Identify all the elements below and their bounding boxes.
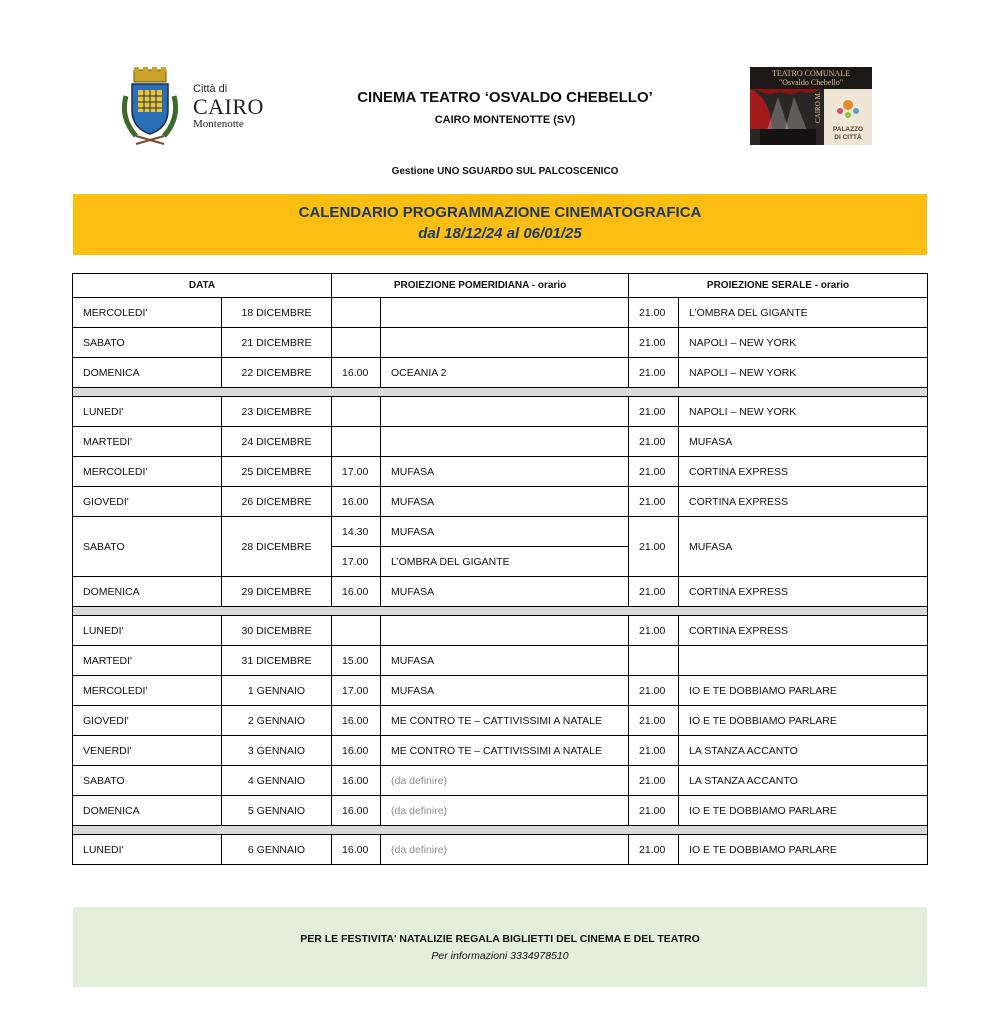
cell-afternoon-title xyxy=(381,328,629,358)
cell-evening-title: IO E TE DOBBIAMO PARLARE xyxy=(679,835,928,865)
cell-afternoon-time: 17.00 xyxy=(332,547,381,577)
cell-afternoon-time xyxy=(332,298,381,328)
cell-evening-time: 21.00 xyxy=(629,298,679,328)
cell-afternoon-time: 17.00 xyxy=(332,676,381,706)
cell-date: 18 DICEMBRE xyxy=(222,298,332,328)
table-row xyxy=(73,457,928,487)
cell-day: LUNEDI' xyxy=(73,397,222,427)
cell-evening-time: 21.00 xyxy=(629,397,679,427)
cell-day: GIOVEDI' xyxy=(73,706,222,736)
cell-afternoon-time: 16.00 xyxy=(332,577,381,607)
cell-evening-time: 21.00 xyxy=(629,358,679,388)
cell-afternoon-title: L’OMBRA DEL GIGANTE xyxy=(381,547,629,577)
cell-date: 28 DICEMBRE xyxy=(222,517,332,577)
cell-afternoon-title: (da definire) xyxy=(381,796,629,826)
cell-day: MERCOLEDI' xyxy=(73,457,222,487)
cell-day: GIOVEDI' xyxy=(73,487,222,517)
cell-date: 2 GENNAIO xyxy=(222,706,332,736)
col-header-afternoon: PROIEZIONE POMERIDIANA - orario xyxy=(332,274,629,298)
week-separator xyxy=(73,607,928,616)
cell-afternoon-time xyxy=(332,427,381,457)
cell-evening-time xyxy=(629,646,679,676)
cell-evening-title: IO E TE DOBBIAMO PARLARE xyxy=(679,796,928,826)
table-row xyxy=(73,736,928,766)
cell-evening-time: 21.00 xyxy=(629,577,679,607)
cell-afternoon-time: 16.00 xyxy=(332,736,381,766)
cell-day: DOMENICA xyxy=(73,358,222,388)
cell-afternoon-title: ME CONTRO TE – CATTIVISSIMI A NATALE xyxy=(381,736,629,766)
cell-evening-time: 21.00 xyxy=(629,835,679,865)
cell-date: 1 GENNAIO xyxy=(222,676,332,706)
cell-day: VENERDI' xyxy=(73,736,222,766)
cell-afternoon-time: 16.00 xyxy=(332,487,381,517)
table-row xyxy=(73,427,928,457)
banner-date-range: dal 18/12/24 al 06/01/25 xyxy=(418,225,582,242)
cell-evening-title: NAPOLI – NEW YORK xyxy=(679,328,928,358)
cell-evening-time: 21.00 xyxy=(629,457,679,487)
cell-day: DOMENICA xyxy=(73,577,222,607)
week-separator xyxy=(73,826,928,835)
cell-date: 6 GENNAIO xyxy=(222,835,332,865)
cell-evening-title: NAPOLI – NEW YORK xyxy=(679,358,928,388)
cell-date: 23 DICEMBRE xyxy=(222,397,332,427)
city-label-small: Città di xyxy=(193,83,228,95)
cell-date: 21 DICEMBRE xyxy=(222,328,332,358)
cell-afternoon-time: 16.00 xyxy=(332,766,381,796)
cell-day: LUNEDI' xyxy=(73,616,222,646)
gift-footer xyxy=(73,907,927,987)
cell-date: 4 GENNAIO xyxy=(222,766,332,796)
cell-afternoon-title xyxy=(381,298,629,328)
calendar-banner xyxy=(73,194,927,255)
cell-day: DOMENICA xyxy=(73,796,222,826)
city-label-name: CAIRO xyxy=(193,94,264,119)
theatre-logo-text-2: "Osvaldo Chebello" xyxy=(778,78,844,87)
theatre-logo-text-1: TEATRO COMUNALE xyxy=(772,69,850,78)
cell-evening-title: MUFASA xyxy=(679,517,928,577)
cell-evening-title: IO E TE DOBBIAMO PARLARE xyxy=(679,676,928,706)
cell-evening-time: 21.00 xyxy=(629,706,679,736)
schedule-table xyxy=(72,273,928,865)
table-row xyxy=(73,835,928,865)
theatre-logo xyxy=(750,67,872,145)
table-row xyxy=(73,328,928,358)
cell-date: 24 DICEMBRE xyxy=(222,427,332,457)
table-row xyxy=(73,298,928,328)
cell-evening-title: IO E TE DOBBIAMO PARLARE xyxy=(679,706,928,736)
cell-date: 25 DICEMBRE xyxy=(222,457,332,487)
cell-day: MERCOLEDI' xyxy=(73,298,222,328)
cell-afternoon-title: MUFASA xyxy=(381,676,629,706)
cell-day: MERCOLEDI' xyxy=(73,676,222,706)
table-row xyxy=(73,796,928,826)
cell-evening-time: 21.00 xyxy=(629,427,679,457)
cell-evening-time: 21.00 xyxy=(629,616,679,646)
table-row xyxy=(73,397,928,427)
cell-date: 5 GENNAIO xyxy=(222,796,332,826)
cell-evening-title xyxy=(679,646,928,676)
cell-day: SABATO xyxy=(73,766,222,796)
cell-afternoon-title: MUFASA xyxy=(381,457,629,487)
header-titles xyxy=(300,89,710,126)
cell-afternoon-time: 16.00 xyxy=(332,796,381,826)
cell-evening-title: L’OMBRA DEL GIGANTE xyxy=(679,298,928,328)
page-subtitle: CAIRO MONTENOTTE (SV) xyxy=(434,114,576,126)
cell-afternoon-title: MUFASA xyxy=(381,517,629,547)
cell-evening-time: 21.00 xyxy=(629,487,679,517)
table-row xyxy=(73,577,928,607)
cell-day: MARTEDI' xyxy=(73,427,222,457)
cell-evening-title: LA STANZA ACCANTO xyxy=(679,736,928,766)
table-row xyxy=(73,358,928,388)
table-row xyxy=(73,616,928,646)
cell-evening-time: 21.00 xyxy=(629,676,679,706)
table-row xyxy=(73,766,928,796)
cell-afternoon-title xyxy=(381,427,629,457)
cell-afternoon-time: 17.00 xyxy=(332,457,381,487)
cell-evening-title: LA STANZA ACCANTO xyxy=(679,766,928,796)
cell-evening-title: NAPOLI – NEW YORK xyxy=(679,397,928,427)
banner-title: CALENDARIO PROGRAMMAZIONE CINEMATOGRAFICA xyxy=(298,204,702,221)
cell-date: 3 GENNAIO xyxy=(222,736,332,766)
theatre-logo-text-5: DI CITTÀ xyxy=(834,134,862,141)
table-row xyxy=(73,517,928,547)
cell-day: SABATO xyxy=(73,328,222,358)
cell-date: 22 DICEMBRE xyxy=(222,358,332,388)
table-row xyxy=(73,706,928,736)
cell-afternoon-time: 16.00 xyxy=(332,706,381,736)
city-logo xyxy=(116,66,266,150)
cell-afternoon-title: MUFASA xyxy=(381,577,629,607)
week-separator xyxy=(73,388,928,397)
cell-date: 30 DICEMBRE xyxy=(222,616,332,646)
cell-evening-title: CORTINA EXPRESS xyxy=(679,487,928,517)
cell-afternoon-time: 15.00 xyxy=(332,646,381,676)
cell-evening-title: CORTINA EXPRESS xyxy=(679,457,928,487)
cell-evening-time: 21.00 xyxy=(629,736,679,766)
cell-afternoon-time xyxy=(332,616,381,646)
table-header-row xyxy=(73,274,928,298)
cell-afternoon-title: MUFASA xyxy=(381,487,629,517)
cell-afternoon-time: 16.00 xyxy=(332,358,381,388)
cell-afternoon-time: 16.00 xyxy=(332,835,381,865)
cell-afternoon-title: MUFASA xyxy=(381,646,629,676)
cell-evening-title: MUFASA xyxy=(679,427,928,457)
table-row xyxy=(73,487,928,517)
cell-afternoon-title xyxy=(381,616,629,646)
cell-afternoon-title: OCEANIA 2 xyxy=(381,358,629,388)
cell-evening-time: 21.00 xyxy=(629,796,679,826)
col-header-evening: PROIEZIONE SERALE - orario xyxy=(629,274,928,298)
city-crest-icon xyxy=(116,66,184,148)
theatre-logo-text-3: CAIRO M. xyxy=(814,91,822,123)
table-row xyxy=(73,676,928,706)
cell-date: 29 DICEMBRE xyxy=(222,577,332,607)
table-row xyxy=(73,646,928,676)
cell-evening-time: 21.00 xyxy=(629,517,679,577)
cell-date: 26 DICEMBRE xyxy=(222,487,332,517)
footer-promo: PER LE FESTIVITA' NATALIZIE REGALA BIGLIETTI DEL CINEMA E DEL TEATRO xyxy=(300,933,700,945)
cell-afternoon-time xyxy=(332,397,381,427)
cell-evening-title: CORTINA EXPRESS xyxy=(679,577,928,607)
cell-afternoon-time xyxy=(332,328,381,358)
footer-contact: Per informazioni 3334978510 xyxy=(431,950,569,962)
cell-day: LUNEDI' xyxy=(73,835,222,865)
city-label-sub: Montenotte xyxy=(193,118,244,130)
theatre-logo-text-4: PALAZZO xyxy=(832,126,864,133)
management-note: Gestione UNO SGUARDO SUL PALCOSCENICO xyxy=(391,166,619,177)
page-title: CINEMA TEATRO ‘OSVALDO CHEBELLO’ xyxy=(357,89,653,106)
cell-date: 31 DICEMBRE xyxy=(222,646,332,676)
cell-afternoon-title: (da definire) xyxy=(381,766,629,796)
cell-day: SABATO xyxy=(73,517,222,577)
cell-afternoon-title xyxy=(381,397,629,427)
col-header-date: DATA xyxy=(73,274,332,298)
cell-evening-time: 21.00 xyxy=(629,766,679,796)
cell-day: MARTEDI' xyxy=(73,646,222,676)
cell-evening-time: 21.00 xyxy=(629,328,679,358)
cell-afternoon-title: ME CONTRO TE – CATTIVISSIMI A NATALE xyxy=(381,706,629,736)
cell-afternoon-time: 14.30 xyxy=(332,517,381,547)
cell-afternoon-title: (da definire) xyxy=(381,835,629,865)
cell-evening-title: CORTINA EXPRESS xyxy=(679,616,928,646)
